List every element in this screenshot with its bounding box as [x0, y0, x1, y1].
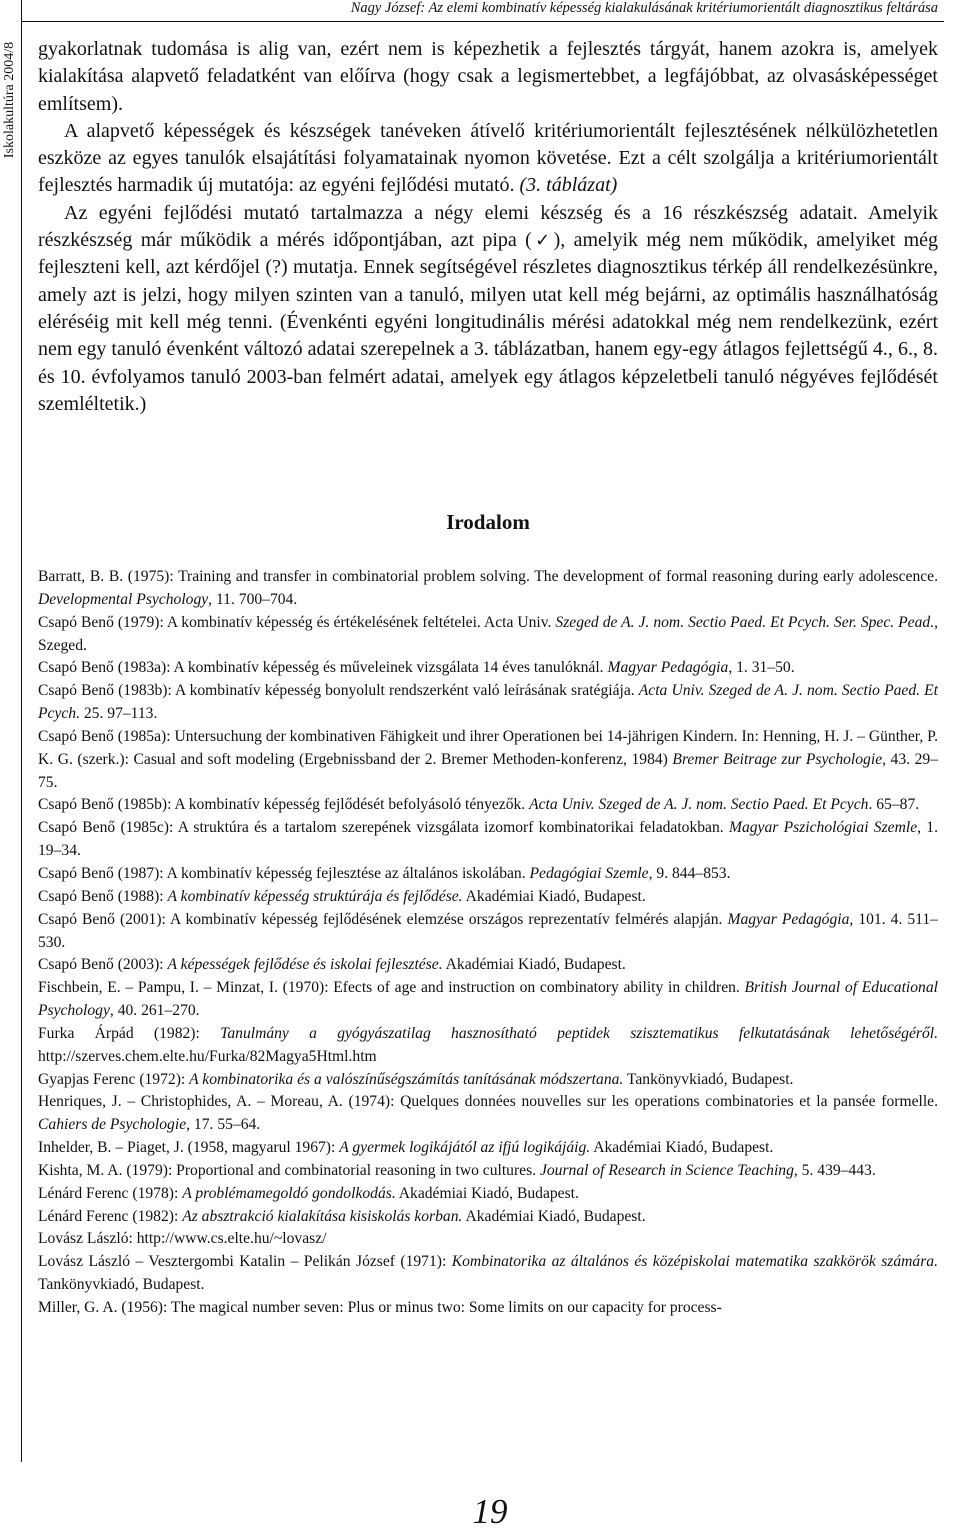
journal-side-label	[0, 0, 20, 200]
reference-text: Furka Árpád (1982):	[38, 1024, 221, 1042]
reference-text: , Szeged.	[38, 613, 938, 654]
reference-source: Tanulmány a gyógyászatilag hasznosítható peptidek szisztematikus felkutatásának lehetőségéről.	[220, 1024, 938, 1042]
reference-source: A képességek fejlődése és iskolai fejlesztése.	[167, 956, 443, 974]
reference-text: Barratt, B. B. (1975): Training and transfer in combinatorial problem solving. The development of formal reasoning during early adolescence.	[38, 568, 938, 585]
table-reference: (3. táblázat)	[519, 174, 618, 197]
reference-entry	[38, 612, 938, 658]
reference-source: Developmental Psychology	[38, 590, 209, 608]
reference-text: Akadémiai Kiadó, Budapest.	[462, 887, 646, 905]
reference-source: Az absztrakció kialakítása kisiskolás korban.	[182, 1207, 463, 1225]
reference-entry	[38, 566, 938, 612]
reference-source: Magyar Pedagógia,	[727, 910, 854, 928]
reference-entry	[38, 794, 938, 817]
reference-text: Tankönyvkiadó, Budapest.	[38, 1276, 205, 1294]
reference-entry	[38, 1206, 938, 1229]
reference-text: , 9. 844–853.	[648, 864, 731, 882]
reference-text: Csapó Benő (1985b): A kombinatív képesség fejlődését befolyásoló tényezők.	[38, 796, 530, 814]
reference-text: , 1. 31–50.	[728, 659, 795, 677]
reference-text: Csapó Benő (1979): A kombinatív képesség és értékelésének feltételei. Acta Univ.	[38, 613, 556, 631]
reference-entry	[38, 909, 938, 955]
reference-source: British Journal of Educational Psychology	[38, 979, 938, 1020]
reference-text: Inhelder, B. – Piaget, J. (1958, magyarul 1967):	[38, 1139, 340, 1157]
reference-text: , 17. 55–64.	[186, 1116, 261, 1134]
reference-entry	[38, 1091, 938, 1137]
journal-side-label-text: Iskolakultúra 2004/8	[2, 41, 17, 159]
reference-source: Szeged de A. J. nom. Sectio Paed. Et Pcych. Ser. Spec. Pead.	[555, 613, 935, 631]
paragraph-2-text: A alapvető képességek és készségek tanéveken átívelő kritériumorientált fejlesztésének nélkülözhetetlen eszköze az egyes tanulók elsajátítási folyamatainak nyomon követése. Ezt a célt szolgálja a kritériumorientált fejlesztés harmadik új mutatója: az egyéni fejlődési mutató.	[38, 119, 938, 197]
reference-source: Acta Univ. Szeged de A. J. nom. Sectio Paed. Et Pcych.	[38, 682, 938, 723]
vertical-rule	[21, 0, 22, 1462]
reference-text: Kishta, M. A. (1979): Proportional and combinatorial reasoning in two cultures.	[38, 1161, 540, 1179]
reference-text: Csapó Benő (1985a): Untersuchung der kombinativen Fähigkeit und ihrer Operationen bei 14-jährigen Kindern. In: Henning, H. J. – Günther, P. K. G. (szerk.): Casual and soft modeling (Ergebnissband der 2. Bremer Methoden-konferenz, 1984)	[38, 727, 938, 768]
reference-text: , 1. 19–34.	[38, 819, 939, 860]
check-mark-icon: ✓	[531, 230, 554, 252]
section-title: Irodalom	[446, 510, 530, 534]
reference-source: A gyermek logikájától az ifjú logikájáig.	[339, 1139, 591, 1157]
reference-entry	[38, 1251, 938, 1297]
reference-list	[38, 566, 938, 1320]
reference-source: A kombinatorika és a valószínűségszámítás tanításának módszertana.	[189, 1070, 624, 1088]
reference-text: Akadémiai Kiadó, Budapest.	[395, 1184, 579, 1202]
body-text	[38, 36, 938, 418]
reference-text: Akadémiai Kiadó, Budapest.	[590, 1139, 774, 1157]
reference-text: Lovász László: http://www.cs.elte.hu/~lovasz/	[38, 1230, 327, 1248]
reference-entry	[38, 863, 938, 886]
reference-text: Csapó Benő (2003):	[38, 956, 168, 974]
reference-entry	[38, 1183, 938, 1206]
reference-text: , 40. 261–270.	[109, 1002, 200, 1020]
reference-entry	[38, 1137, 938, 1160]
reference-text: Csapó Benő (1983a): A kombinatív képesség és műveleinek vizsgálata 14 éves tanulóknál.	[38, 659, 608, 677]
paragraph-1: gyakorlatnak tudomása is alig van, ezért nem is képezhetik a fejlesztés tárgyát, hanem azokra is, amelyek kialakítása alapvető feladatként van előírva (hogy csak a legismertebbet, a legfájóbbat, az olvasásképességet említsem).	[38, 38, 938, 115]
reference-text: Tankönyvkiadó, Budapest.	[623, 1070, 794, 1088]
reference-text: 101. 4. 511–530.	[38, 910, 938, 951]
reference-text: . 65–87.	[868, 796, 920, 814]
reference-entry	[38, 680, 938, 726]
reference-entry	[38, 977, 938, 1023]
header-rule	[21, 21, 944, 22]
reference-entry	[38, 1023, 938, 1069]
reference-text: Lénárd Ferenc (1978):	[38, 1184, 183, 1202]
reference-text: , 5. 439–443.	[793, 1161, 876, 1179]
page-number: 19	[472, 1492, 508, 1531]
reference-text: Csapó Benő (2001): A kombinatív képesség fejlődésének elemzése országos reprezentatív felmérés alapján.	[38, 910, 728, 928]
reference-source: Journal of Research in Science Teaching	[539, 1161, 794, 1179]
reference-text: , 11. 700–704.	[208, 590, 298, 608]
reference-text: Lovász László – Vesztergombi Katalin – Pelikán József (1971):	[38, 1253, 452, 1271]
reference-entry	[38, 1297, 938, 1320]
reference-text: Gyapjas Ferenc (1972):	[38, 1070, 190, 1088]
reference-text: Henriques, J. – Christophides, A. – Moreau, A. (1974): Quelques données nouvelles sur les operations combinatories et la pansée formelle.	[38, 1093, 938, 1111]
reference-source: A kombinatív képesség struktúrája és fejlődése.	[167, 887, 463, 905]
reference-text: Csapó Benő (1983b): A kombinatív képesség bonyolult rendszerként való leírásának sratégiája.	[38, 682, 639, 700]
paragraph-2	[38, 118, 938, 200]
reference-entry	[38, 817, 938, 863]
reference-text: Akadémiai Kiadó, Budapest.	[462, 1207, 646, 1225]
reference-text: Lénárd Ferenc (1982):	[38, 1207, 183, 1225]
reference-text: 25. 97–113.	[79, 705, 158, 723]
reference-text: Csapó Benő (1987): A kombinatív képesség fejlesztése az általános iskolában.	[38, 864, 530, 882]
reference-source: Kombinatorika az általános és középiskolai matematika szakkörök számára.	[451, 1253, 938, 1271]
reference-text: , 43. 29–75.	[38, 750, 938, 791]
reference-source: Cahiers de Psychologie	[38, 1116, 187, 1134]
reference-entry	[38, 886, 938, 909]
reference-source: Bremer Beitrage zur Psychologie	[672, 750, 883, 768]
reference-text: Csapó Benő (1985c): A struktúra és a tartalom szerepének vizsgálata izomorf kombinatorikai feladatokban.	[38, 819, 729, 837]
reference-text: Fischbein, E. – Pampu, I. – Minzat, I. (1970): Efects of age and instruction on combinatory ability in children.	[38, 979, 745, 997]
reference-entry	[38, 1069, 938, 1092]
reference-source: Magyar Pszichológiai Szemle	[728, 819, 918, 837]
reference-entry	[38, 1228, 938, 1251]
reference-text: http://szerves.chem.elte.hu/Furka/82Magya5Html.htm	[38, 1047, 377, 1065]
reference-text: Csapó Benő (1988):	[38, 887, 168, 905]
reference-source: A problémamegoldó gondolkodás.	[182, 1184, 396, 1202]
reference-entry	[38, 1160, 938, 1183]
reference-entry	[38, 726, 938, 795]
reference-source: Pedagógiai Szemle	[529, 864, 649, 882]
paragraph-3-text-b: ), amelyik még nem működik, amelyiket még fejleszteni kell, azt kérdőjel (?) mutatja. Ennek segítségével részletes diagnosztikus térkép áll rendelkezésünkre, amely azt is jelzi, hogy milyen szinten van a tanuló, milyen utat kell még bejárni, az optimális használhatóság eléréséig mit kell még tenni. (Évenkénti egyéni longitudinális mérési adatokkal még nem rendelkezünk, ezért nem egy tanuló évenként változó adatai szerepelnek a 3. táblázatban, hanem egy-egy átlagos fejlettségű 4., 6., 8. és 10. évfolyamos tanuló 2003-ban felmért adatai, amelyek egy átlagos képzeletbeli tanuló négyéves fejlődését szemléltetik.)	[38, 229, 939, 415]
running-head: Nagy József: Az elemi kombinatív képesség kialakulásának kritériumorientált diagnosztikus feltárása	[350, 0, 938, 16]
paragraph-3-text-a: Az egyéni fejlődési mutató tartalmazza a négy elemi készség és a 16 részkészség adatait. Amelyik részkészség már működik a mérés időpontjában, azt pipa (	[38, 201, 938, 252]
reference-source: Acta Univ. Szeged de A. J. nom. Sectio Paed. Et Pcych	[529, 796, 869, 814]
reference-entry	[38, 954, 938, 977]
paragraph-3	[38, 200, 938, 418]
reference-text: Akadémiai Kiadó, Budapest.	[442, 956, 626, 974]
reference-entry	[38, 657, 938, 680]
reference-text: Miller, G. A. (1956): The magical number seven: Plus or minus two: Some limits on our capacity for process-	[38, 1299, 722, 1316]
reference-source: Magyar Pedagógia	[607, 659, 729, 677]
